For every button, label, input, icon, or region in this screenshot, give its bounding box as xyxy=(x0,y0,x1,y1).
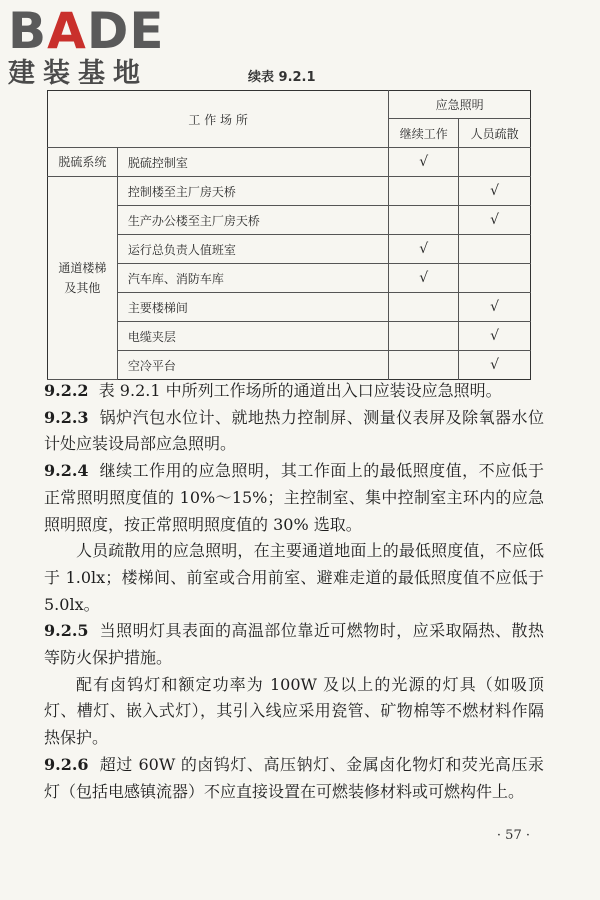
clause-text: 超过 60W 的卤钨灯、高压钠灯、金属卤化物灯和荧光高压汞灯（包括电感镇流器）不应直接设置在可燃装修材料或可燃构件上。 xyxy=(44,754,544,801)
check-evac xyxy=(459,148,531,177)
clause-number: 9.2.2 xyxy=(44,381,89,400)
table-row xyxy=(48,235,531,264)
clause-text: 锅炉汽包水位计、就地热力控制屏、测量仪表屏及除氧器水位计处应装设局部应急照明。 xyxy=(44,407,544,454)
table-row xyxy=(48,264,531,293)
place-cell: 脱硫控制室 xyxy=(117,148,388,177)
check-work xyxy=(389,351,459,380)
check-evac: √ xyxy=(459,206,531,235)
place-cell: 空冷平台 xyxy=(117,351,388,380)
check-evac: √ xyxy=(459,322,531,351)
clause-9-2-6 xyxy=(44,752,544,805)
bade-logo xyxy=(8,2,165,90)
table-row xyxy=(48,322,531,351)
clause-number: 9.2.5 xyxy=(44,621,89,641)
table-row xyxy=(48,351,531,380)
group-label-line1: 通道楼梯 xyxy=(58,261,107,275)
logo-chinese: 建装基地 xyxy=(8,58,148,89)
clause-text: 表 9.2.1 中所列工作场所的通道出入口应装设应急照明。 xyxy=(98,381,502,400)
place-cell: 汽车库、消防车库 xyxy=(117,264,388,293)
header-continue-work: 继续工作 xyxy=(389,119,459,148)
group-cell xyxy=(48,177,118,380)
clause-text: 当照明灯具表面的高温部位靠近可燃物时，应采取隔热、散热等防火保护措施。 xyxy=(44,621,544,668)
clause-number: 9.2.6 xyxy=(44,754,89,774)
check-work: √ xyxy=(389,264,459,293)
header-place: 工 作 场 所 xyxy=(48,91,389,148)
check-work: √ xyxy=(389,148,459,177)
page-number: · 57 · xyxy=(496,828,530,843)
check-evac: √ xyxy=(459,293,531,322)
clause-number: 9.2.3 xyxy=(44,407,89,427)
table-caption: 续表 9.2.1 xyxy=(248,70,316,85)
check-work xyxy=(389,322,459,351)
clause-9-2-4 xyxy=(44,458,544,538)
place-cell: 运行总负责人值班室 xyxy=(117,235,388,264)
header-evacuation: 人员疏散 xyxy=(459,119,531,148)
check-work: √ xyxy=(389,235,459,264)
clause-text: 配有卤钨灯和额定功率为 100W 及以上的光源的灯具（如吸顶灯、槽灯、嵌入式灯），其引入线应采用瓷管、矿物棉等不燃材料作隔热保护。 xyxy=(44,674,544,748)
check-evac xyxy=(459,235,531,264)
group-label-line2: 及其他 xyxy=(64,281,101,295)
logo-letter-b: B xyxy=(8,2,48,60)
clause-9-2-5 xyxy=(44,618,544,671)
clause-9-2-5-para2 xyxy=(44,672,544,752)
logo-letters-de: DE xyxy=(86,2,165,60)
table-row xyxy=(48,177,531,206)
group-cell: 脱硫系统 xyxy=(48,148,118,177)
table-row xyxy=(48,206,531,235)
body-text xyxy=(44,378,544,805)
clause-9-2-4-para2 xyxy=(44,538,544,618)
table-row xyxy=(48,293,531,322)
check-work xyxy=(389,293,459,322)
logo-letter-a: A xyxy=(47,2,87,60)
check-evac: √ xyxy=(459,351,531,380)
clause-text: 继续工作用的应急照明，其工作面上的最低照度值，不应低于正常照明照度值的 10%～15%；主控制室、集中控制室主环内的应急照明照度，按正常照明照度值的 30% 选取。 xyxy=(44,461,544,534)
lighting-table xyxy=(47,90,531,380)
clause-number: 9.2.4 xyxy=(44,461,89,481)
clause-9-2-2 xyxy=(44,378,544,405)
place-cell: 控制楼至主厂房天桥 xyxy=(117,177,388,206)
place-cell: 主要楼梯间 xyxy=(117,293,388,322)
clause-text: 人员疏散用的应急照明，在主要通道地面上的最低照度值，不应低于 1.0lx；楼梯间、前室或合用前室、避难走道的最低照度值不应低于 5.0lx。 xyxy=(44,541,544,614)
check-work xyxy=(389,177,459,206)
clause-9-2-3 xyxy=(44,405,544,458)
check-work xyxy=(389,206,459,235)
logo-wordmark xyxy=(8,2,165,60)
header-emergency: 应急照明 xyxy=(389,91,531,119)
table-row xyxy=(48,148,531,177)
check-evac xyxy=(459,264,531,293)
place-cell: 电缆夹层 xyxy=(117,322,388,351)
place-cell: 生产办公楼至主厂房天桥 xyxy=(117,206,388,235)
check-evac: √ xyxy=(459,177,531,206)
